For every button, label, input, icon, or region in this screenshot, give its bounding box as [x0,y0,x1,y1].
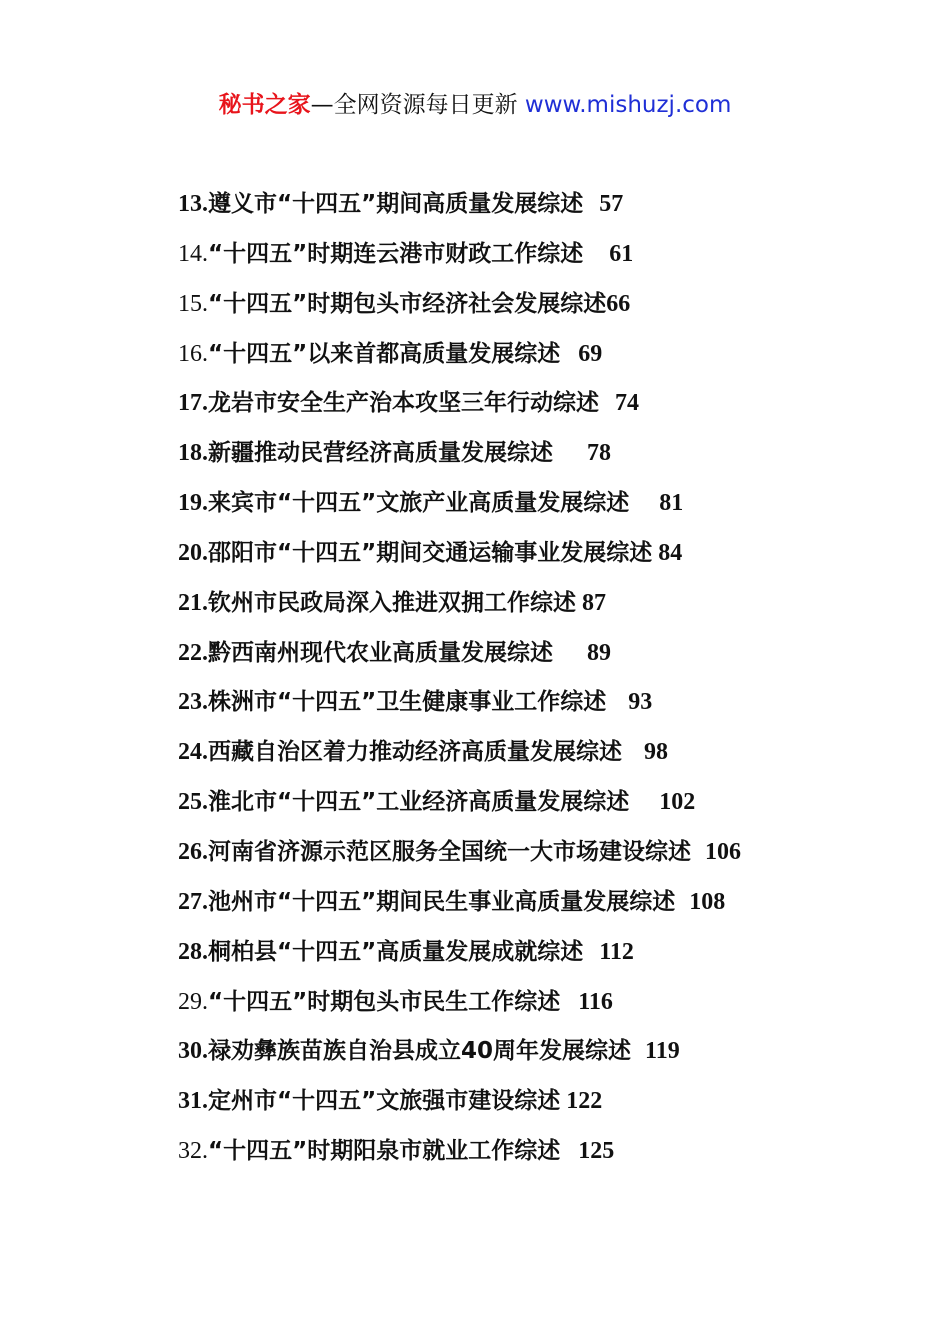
entry-number: 14. [178,240,208,267]
entry-title: 河南省济源示范区服务全国统一大市场建设综述 [208,838,691,865]
entry-title: 淮北市“十四五”工业经济高质量发展综述 [208,789,630,816]
toc-entry-26[interactable] [178,828,878,878]
entry-number: 30. [178,1038,208,1065]
entry-page-number: 122 [566,1088,603,1115]
entry-page-number: 116 [578,988,613,1015]
entry-title: 新疆推动民营经济高质量发展综述 [208,440,553,467]
entry-page-number: 119 [645,1038,680,1065]
entry-number: 24. [178,739,208,766]
toc-entry-23[interactable] [178,678,878,728]
site-header [0,88,950,122]
entry-page-number: 108 [689,888,726,915]
entry-title: 禄劝彝族苗族自治县成立40周年发展综述 [208,1038,632,1065]
entry-page-number: 81 [659,490,684,517]
entry-number: 18. [178,440,208,467]
entry-title: 钦州市民政局深入推进双拥工作综述 [208,589,576,616]
toc-entry-15[interactable] [178,280,878,330]
entry-page-number: 98 [644,739,668,766]
entry-number: 20. [178,539,208,566]
entry-title: 西藏自治区着力推动经济高质量发展综述 [208,739,622,766]
toc-entry-24[interactable] [178,728,878,778]
entry-title: 定州市“十四五”文旅强市建设综述 [208,1088,561,1115]
entry-page-number: 93 [628,689,653,716]
entry-title: “十四五”时期阳泉市就业工作综述 [208,1138,561,1165]
toc-entry-22[interactable] [178,629,878,679]
toc-entry-31[interactable] [178,1077,878,1127]
entry-title: 池州市“十四五”期间民生事业高质量发展综述 [208,888,676,915]
entry-title: “十四五”时期连云港市财政工作综述 [208,240,584,267]
entry-page-number: 61 [609,240,634,267]
entry-page-number: 84 [658,539,683,566]
entry-title: 遵义市“十四五”期间高质量发展综述 [208,191,584,217]
entry-page-number: 102 [659,789,696,816]
entry-page-number: 69 [578,340,603,367]
entry-page-number: 89 [587,639,611,666]
toc-entry-28[interactable] [178,928,878,978]
entry-page-number: 106 [705,838,741,865]
entry-number: 26. [178,838,208,865]
entry-number: 28. [178,938,208,965]
toc-entry-16[interactable] [178,330,878,380]
header-tagline: —全网资源每日更新 [310,92,525,118]
toc-entry-20[interactable] [178,529,878,579]
entry-number: 29. [178,988,208,1015]
toc-entry-27[interactable] [178,878,878,928]
entry-title: 株洲市“十四五”卫生健康事业工作综述 [208,689,607,716]
toc-entry-21[interactable] [178,579,878,629]
entry-number: 13. [178,191,208,217]
table-of-contents [178,180,878,1177]
entry-title: 龙岩市安全生产治本攻坚三年行动综述 [208,390,599,417]
entry-page-number: 125 [578,1138,615,1165]
entry-number: 19. [178,490,208,517]
entry-title: 邵阳市“十四五”期间交通运输事业发展综述 [208,539,653,566]
toc-entry-13[interactable] [178,180,878,230]
brand-name: 秘书之家 [218,92,311,118]
site-url-link[interactable]: www.mishuzj.com [524,92,732,118]
toc-entry-17[interactable] [178,379,878,429]
entry-number: 27. [178,888,208,915]
entry-page-number: 87 [582,589,606,616]
toc-entry-19[interactable] [178,479,878,529]
toc-entry-18[interactable] [178,429,878,479]
toc-entry-32[interactable] [178,1127,878,1177]
entry-number: 25. [178,789,208,816]
entry-number: 22. [178,639,208,666]
entry-number: 17. [178,390,208,417]
toc-entry-25[interactable] [178,778,878,828]
toc-entry-29[interactable] [178,978,878,1028]
entry-title: “十四五”以来首都高质量发展综述 [208,340,561,367]
entry-number: 21. [178,589,208,616]
entry-page-number: 78 [587,440,611,467]
toc-entry-14[interactable] [178,230,878,280]
entry-title: “十四五”时期包头市经济社会发展综述 [208,290,607,317]
entry-number: 23. [178,689,208,716]
entry-page-number: 66 [606,290,631,317]
entry-number: 32. [178,1138,208,1165]
entry-number: 16. [178,340,208,367]
entry-title: “十四五”时期包头市民生工作综述 [208,988,561,1015]
entry-page-number: 74 [615,390,639,417]
entry-title: 桐柏县“十四五”高质量发展成就综述 [208,938,584,965]
entry-title: 黔西南州现代农业高质量发展综述 [208,639,553,666]
entry-page-number: 57 [599,191,624,217]
toc-entry-30[interactable] [178,1027,878,1077]
entry-number: 31. [178,1088,208,1115]
entry-title: 来宾市“十四五”文旅产业高质量发展综述 [208,490,630,517]
entry-number: 15. [178,290,208,317]
entry-page-number: 112 [599,938,634,965]
